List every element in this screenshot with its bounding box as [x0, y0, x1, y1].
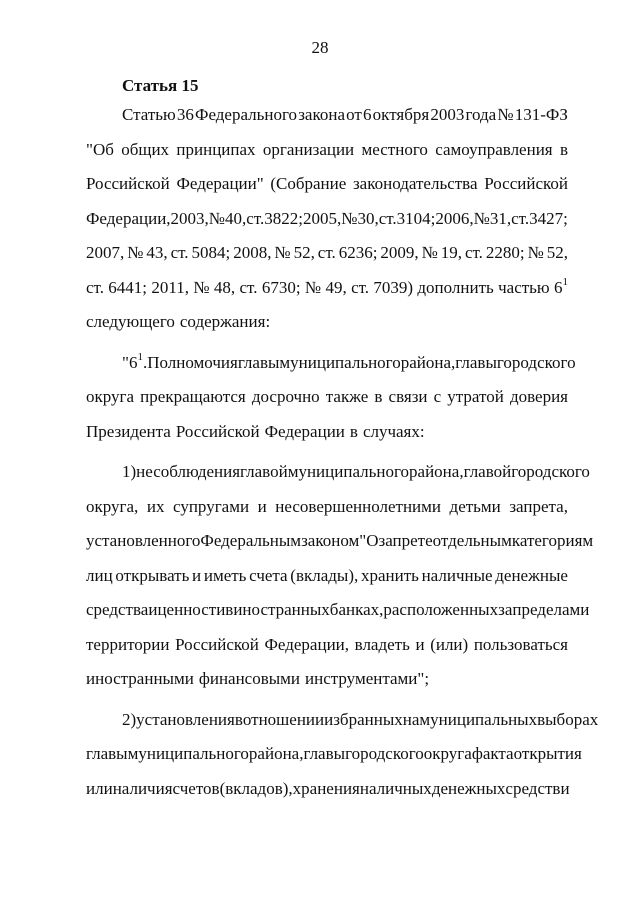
word: 131-ФЗ — [514, 105, 568, 124]
word: и — [560, 778, 570, 798]
text-line — [86, 305, 568, 340]
text-line — [86, 593, 590, 628]
word: средства — [86, 600, 149, 619]
word: городского — [496, 352, 576, 372]
word: от — [346, 105, 362, 124]
superscript: 1 — [562, 275, 568, 288]
word: № — [274, 243, 291, 262]
word: иметь — [203, 565, 247, 585]
word: отдельным — [432, 531, 512, 550]
word: Полномочия — [147, 352, 238, 372]
article-title: Статья 15 — [122, 76, 199, 95]
text-line — [86, 490, 568, 525]
word: 2006, — [435, 208, 474, 228]
word: главы — [303, 744, 346, 763]
word: дополнить — [417, 277, 494, 297]
word: несоблюдения — [136, 462, 241, 481]
word: 19, — [440, 243, 463, 262]
word: 6236; — [338, 243, 378, 262]
word: факта — [471, 744, 514, 763]
paragraph — [86, 455, 594, 697]
page-number: 28 — [311, 38, 329, 57]
word: Российской — [86, 174, 170, 193]
word: Российской — [175, 421, 260, 441]
text-line — [86, 98, 568, 133]
word: расположенных — [383, 600, 499, 619]
word: (вкладов), — [219, 778, 293, 798]
word: за — [498, 600, 513, 619]
word: 2003, — [170, 208, 209, 228]
word: "$6^1$. — [122, 350, 148, 372]
text-line — [86, 167, 568, 202]
text-line — [86, 455, 590, 490]
word: 5084; — [191, 243, 231, 262]
word: и — [192, 565, 202, 585]
word: 7039) — [373, 277, 414, 297]
word: банках, — [329, 600, 384, 619]
word: 3822; — [264, 208, 303, 228]
word: муниципального — [127, 744, 249, 763]
word: категориям — [511, 531, 594, 550]
word: № — [193, 277, 210, 297]
word: № — [497, 105, 514, 124]
word: самоуправления — [435, 139, 553, 159]
text-line — [86, 346, 576, 381]
word: досрочно — [251, 387, 320, 406]
word: содержания: — [179, 312, 271, 331]
word: ценности — [157, 600, 226, 619]
word: Российской — [175, 634, 259, 654]
paragraph — [86, 703, 599, 807]
text-line — [86, 559, 568, 594]
word: ст. — [378, 208, 397, 228]
word: или — [86, 778, 113, 798]
word: территории — [86, 634, 170, 654]
text-line — [86, 415, 568, 450]
word: супругами — [173, 496, 250, 516]
word: $6^1$ — [553, 275, 568, 297]
word: 31, — [489, 208, 512, 228]
document-body — [86, 74, 599, 806]
word: № — [421, 243, 438, 262]
word: 40, — [225, 208, 247, 228]
word: ст. — [464, 243, 483, 262]
word: округа — [423, 744, 472, 763]
word: № — [527, 243, 544, 262]
paragraph — [86, 346, 576, 450]
word: в — [349, 421, 358, 441]
word: главы — [237, 352, 280, 372]
word: владеть — [354, 634, 410, 654]
word: запрете — [378, 531, 433, 550]
word: несовершеннолетними — [275, 496, 441, 516]
word: связи — [388, 387, 428, 406]
word: "О — [359, 531, 379, 550]
word: главы — [455, 352, 497, 372]
word: 43, — [146, 243, 168, 262]
word: главы — [86, 744, 128, 763]
word: средств — [505, 778, 561, 798]
word: законом — [301, 531, 360, 550]
word: установленного — [86, 531, 201, 550]
word: № — [208, 208, 226, 228]
text-line — [86, 662, 568, 697]
word: 2005, — [302, 208, 342, 228]
text-line — [86, 271, 568, 306]
word: 2003 — [430, 105, 465, 124]
word: ст. — [170, 243, 189, 262]
word: с — [433, 387, 442, 406]
word: организации — [262, 139, 355, 159]
word: района, — [400, 352, 456, 372]
word: "Об — [86, 139, 114, 159]
word: пользоваться — [473, 634, 568, 654]
word: детьми — [449, 496, 501, 516]
word: принципах — [176, 139, 256, 159]
word: главой — [240, 462, 288, 481]
word: доверия — [509, 387, 568, 406]
word: 2008, — [233, 243, 272, 262]
word: иностранными — [86, 669, 194, 688]
word: года — [465, 105, 497, 124]
word: № — [341, 208, 358, 228]
word: 3104; — [396, 208, 436, 228]
word: ст. — [239, 277, 258, 297]
text-line — [86, 133, 568, 168]
word: главой — [463, 462, 512, 481]
word: иностранных — [233, 600, 330, 619]
text-line — [86, 772, 568, 807]
word: 49, — [325, 277, 347, 297]
word: ст. — [246, 208, 265, 228]
word: и — [148, 600, 158, 619]
word: денежные — [495, 565, 568, 585]
word: 2011, — [151, 277, 189, 297]
text-line — [86, 236, 568, 271]
word: Федерации" — [176, 174, 264, 193]
word: 2280; — [485, 243, 525, 262]
word: Федеральным — [200, 531, 302, 550]
word: запрета, — [509, 496, 568, 516]
text-line — [86, 380, 568, 415]
word: пределами — [512, 600, 590, 619]
word: общих — [121, 139, 170, 159]
word: ст. — [86, 277, 104, 297]
text-line — [86, 737, 582, 772]
word: следующего — [86, 312, 175, 331]
word: округа, — [86, 496, 139, 516]
word: 6 — [363, 105, 372, 124]
word: в — [225, 600, 234, 619]
superscript: 1 — [137, 350, 143, 363]
word: Федерального — [195, 105, 298, 124]
word: лиц — [86, 565, 113, 585]
word: ст. — [351, 277, 370, 297]
word: № — [304, 277, 322, 297]
word: счета — [249, 565, 288, 585]
word: наличных — [359, 778, 432, 798]
text-line — [86, 628, 568, 663]
word: хранить — [360, 565, 419, 585]
word: закона — [298, 105, 346, 124]
word: муниципального — [279, 352, 401, 372]
word: денежных — [431, 778, 506, 798]
word: законодательства — [352, 174, 478, 193]
word: 2009, — [380, 243, 419, 262]
word: Статью — [122, 105, 176, 124]
word: в — [234, 709, 243, 729]
word: отношении — [242, 709, 325, 729]
word: в — [374, 387, 383, 406]
word: муниципальных — [419, 709, 538, 729]
word: их — [146, 496, 165, 516]
word: октября — [372, 105, 430, 124]
word: выборах — [537, 709, 599, 729]
word: Президента — [86, 421, 171, 441]
word: установления — [136, 709, 235, 729]
word: открытия — [513, 744, 582, 763]
word: на — [402, 709, 420, 729]
paragraph — [86, 98, 568, 340]
word: 6441; — [108, 277, 148, 297]
word: открывать — [115, 565, 190, 585]
word: 36 — [176, 105, 194, 124]
word: финансовыми — [198, 669, 301, 688]
word: также — [325, 387, 369, 406]
word: частью — [498, 277, 550, 297]
word: наличия — [112, 778, 173, 798]
word: ст. — [511, 208, 530, 228]
word: (Собрание — [270, 174, 347, 193]
word: инструментами"; — [305, 669, 430, 688]
word: 52, — [546, 243, 568, 262]
word: утратой — [447, 387, 504, 406]
word: (вклады), — [290, 565, 359, 585]
word: № — [473, 208, 490, 228]
word: и — [415, 634, 425, 654]
text-line — [86, 202, 568, 237]
word: 30, — [357, 208, 379, 228]
word: Федерации — [264, 421, 345, 441]
word: (или) — [430, 634, 469, 654]
word: № — [127, 243, 144, 262]
text-line — [86, 703, 599, 738]
word: Российской — [484, 174, 568, 193]
word: наличные — [421, 565, 493, 585]
word: и — [257, 496, 267, 516]
word: прекращаются — [140, 387, 246, 406]
word: 6730; — [261, 277, 301, 297]
word: в — [559, 139, 568, 159]
word: округа — [86, 387, 135, 406]
word: 48, — [213, 277, 236, 297]
word: 1) — [122, 462, 137, 481]
word: 3427; — [529, 208, 568, 228]
word: 52, — [293, 243, 315, 262]
word: избранных — [324, 709, 403, 729]
word: счетов — [172, 778, 220, 798]
word: района, — [409, 462, 464, 481]
word: случаях: — [362, 421, 425, 441]
word: Федерации, — [86, 208, 171, 228]
text-line — [86, 524, 594, 559]
word: района, — [248, 744, 304, 763]
word: 2) — [122, 709, 137, 729]
word: хранения — [292, 778, 360, 798]
word: ст. — [317, 243, 336, 262]
word: Федерации, — [264, 634, 350, 654]
word: городского — [511, 462, 590, 481]
word: городского — [345, 744, 424, 763]
word: муниципального — [287, 462, 410, 481]
word: местного — [361, 139, 428, 159]
word: 2007, — [86, 243, 125, 262]
